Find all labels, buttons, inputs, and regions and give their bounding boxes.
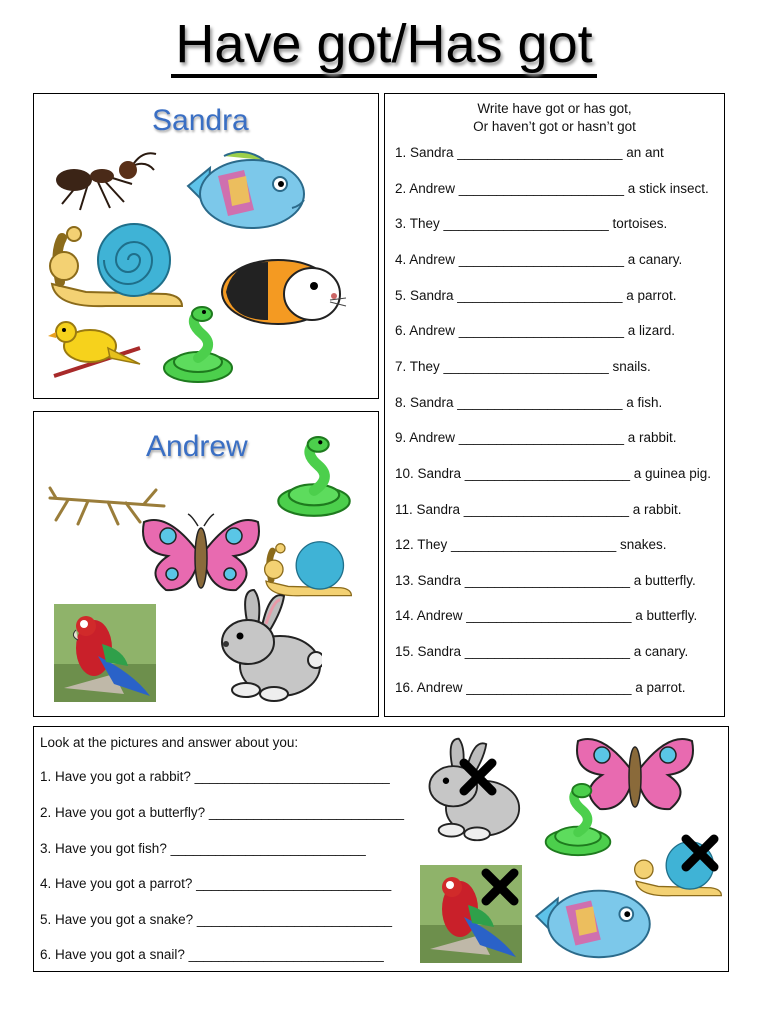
question-line: 1. Have you got a rabbit? __________________________ xyxy=(40,769,390,784)
parrot-icon xyxy=(54,604,156,702)
exercise-sentence: 8. Sandra ______________________ a fish. xyxy=(395,395,663,410)
title-text: Have got/Has got xyxy=(171,14,596,78)
fish-icon xyxy=(532,877,656,967)
exercise-sentence: 12. They ______________________ snakes. xyxy=(395,537,667,552)
andrew-panel xyxy=(33,411,379,717)
exercise-sentence: 11. Sandra ______________________ a rabbit. xyxy=(395,502,682,517)
exercise-sentence: 7. They ______________________ snails. xyxy=(395,359,651,374)
instructions-line-2: Or haven’t got or hasn’t got xyxy=(473,119,636,134)
exercise-2-intro: Look at the pictures and answer about you: xyxy=(40,735,299,750)
exercise-sentence: 1. Sandra ______________________ an ant xyxy=(395,145,664,160)
snake-icon xyxy=(272,436,356,520)
worksheet-title xyxy=(150,8,618,82)
exercise-1-panel xyxy=(384,93,725,717)
question-line: 3. Have you got fish? __________________________ xyxy=(40,841,366,856)
sandra-heading: Sandra xyxy=(152,104,249,137)
cross-icon xyxy=(680,833,720,873)
ant-icon xyxy=(40,142,158,214)
andrew-heading: Andrew xyxy=(146,430,248,463)
exercise-sentence: 3. They ______________________ tortoises. xyxy=(395,216,668,231)
instructions-line-1: Write have got or has got, xyxy=(477,101,632,116)
canary-icon xyxy=(48,318,144,384)
snake-icon xyxy=(158,306,238,386)
exercise-2-panel xyxy=(33,726,729,972)
exercise-sentence: 16. Andrew ______________________ a parrot. xyxy=(395,680,686,695)
exercise-sentence: 15. Sandra ______________________ a canary. xyxy=(395,644,689,659)
snake-icon xyxy=(540,783,616,859)
cross-icon xyxy=(480,867,520,907)
question-line: 2. Have you got a butterfly? __________________________ xyxy=(40,805,405,820)
question-line: 5. Have you got a snake? __________________________ xyxy=(40,912,393,927)
exercise-sentence: 13. Sandra ______________________ a butterfly. xyxy=(395,573,696,588)
rabbit-icon xyxy=(204,586,322,704)
snail-icon xyxy=(46,222,186,312)
question-line: 6. Have you got a snail? __________________________ xyxy=(40,947,384,962)
exercise-sentence: 5. Sandra ______________________ a parrot. xyxy=(395,288,677,303)
sandra-panel xyxy=(33,93,379,399)
question-line: 4. Have you got a parrot? __________________________ xyxy=(40,876,392,891)
cross-icon xyxy=(458,757,498,797)
butterfly-icon xyxy=(138,512,264,596)
exercise-sentence: 2. Andrew ______________________ a stick insect. xyxy=(395,181,709,196)
exercise-sentence: 10. Sandra ______________________ a guinea pig. xyxy=(395,466,712,481)
exercise-sentence: 4. Andrew ______________________ a canary. xyxy=(395,252,683,267)
exercise-sentence: 9. Andrew ______________________ a rabbit. xyxy=(395,430,677,445)
exercise-sentence: 14. Andrew ______________________ a butterfly. xyxy=(395,608,698,623)
fish-icon xyxy=(184,146,310,238)
exercise-sentence: 6. Andrew ______________________ a lizard. xyxy=(395,323,675,338)
